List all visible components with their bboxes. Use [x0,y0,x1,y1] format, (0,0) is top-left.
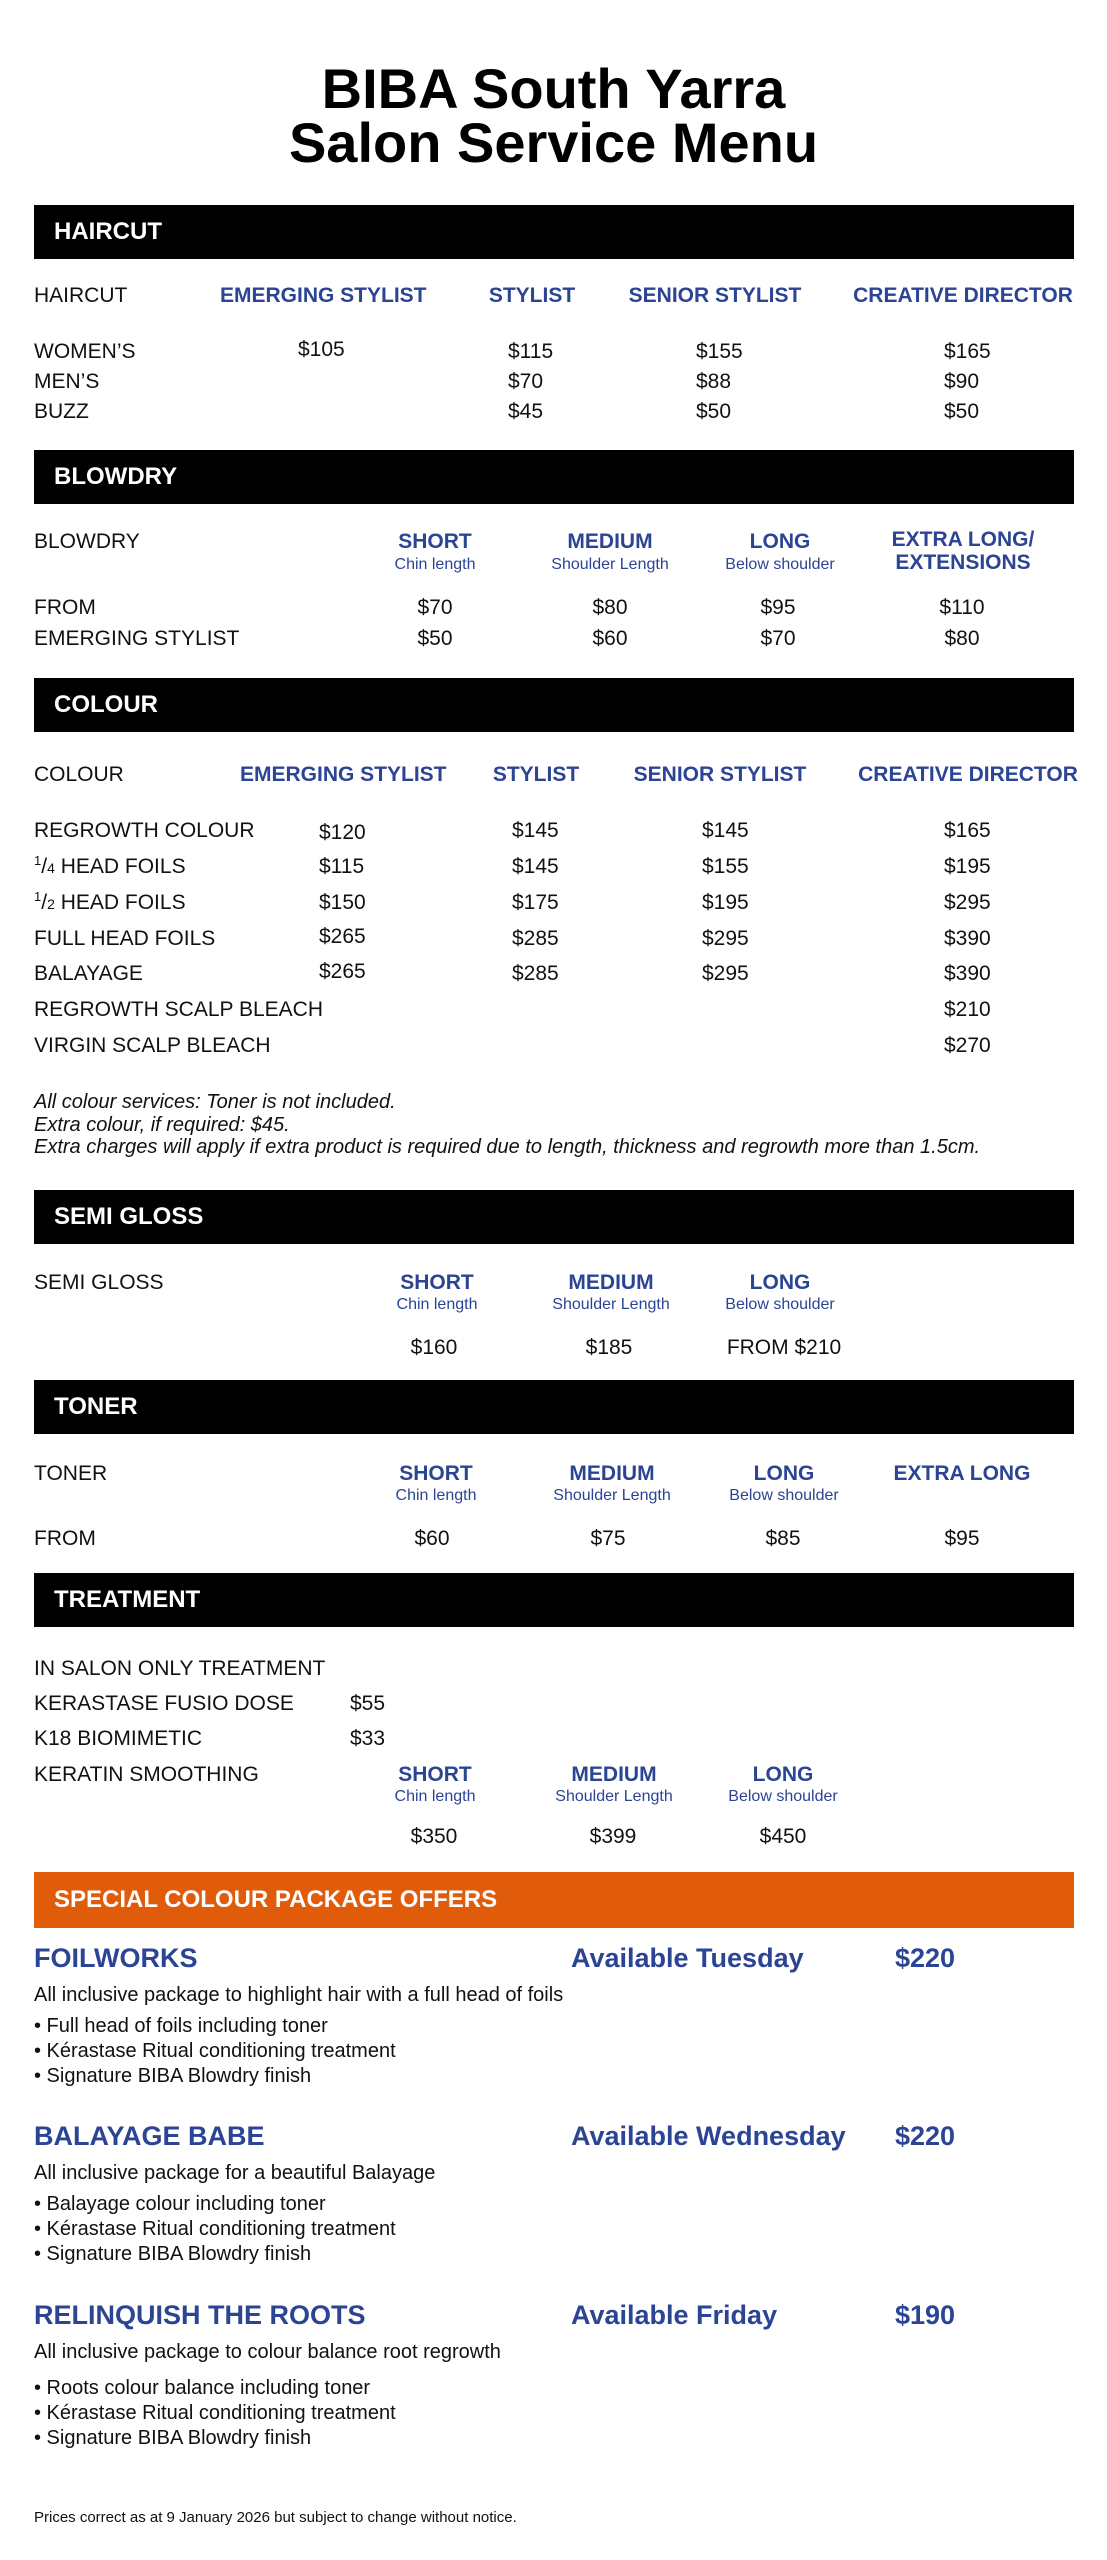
blowdry-col-medium-sub: Shoulder Length [551,556,669,573]
toner-price: $85 [765,1527,801,1550]
package-price: $220 [895,2121,956,2151]
colour-price: $210 [944,998,991,1021]
semi-gloss-col-short: SHORT [400,1271,474,1294]
toner-col-short-sub: Chin length [395,1487,477,1504]
toner-row-name: FROM [34,1527,96,1550]
haircut-price: $50 [944,400,980,423]
package-description: All inclusive package for a beautiful Balayage [34,2162,436,2184]
colour-label: COLOUR [34,763,124,786]
keratin-price: $350 [410,1825,458,1848]
colour-price: $145 [702,819,749,842]
toner-section-bar: TONER [34,1380,1074,1434]
package-title: RELINQUISH THE ROOTS [34,2300,366,2330]
treatment-item-price: $55 [350,1692,386,1715]
colour-row-name: REGROWTH COLOUR [34,819,255,842]
colour-price: $295 [702,962,749,985]
blowdry-row-name: FROM [34,596,96,619]
fraction-denominator: 2 [47,896,55,912]
blowdry-label: BLOWDRY [34,530,140,553]
blowdry-price: $70 [417,596,453,619]
haircut-price: $115 [508,340,554,363]
blowdry-price: $60 [592,627,628,650]
blowdry-col-extralong-line2: EXTENSIONS [895,551,1031,574]
package-bullet: • Kérastase Ritual conditioning treatment [34,2040,396,2062]
colour-row-label: HEAD FOILS [54,855,186,878]
blowdry-col-long-sub: Below shoulder [725,556,835,573]
colour-col-creative: CREATIVE DIRECTOR [858,763,1078,786]
haircut-price: $105 [298,338,345,361]
haircut-row-name: WOMEN’S [34,340,136,363]
blowdry-col-medium: MEDIUM [567,530,653,553]
colour-note: Extra colour, if required: $45. [34,1114,290,1136]
semi-gloss-price: $160 [410,1336,458,1359]
package-bullet: • Full head of foils including toner [34,2015,328,2037]
treatment-item-name: KERASTASE FUSIO DOSE [34,1692,294,1715]
colour-col-senior: SENIOR STYLIST [633,763,807,786]
colour-row-name [34,891,186,915]
blowdry-price: $95 [760,596,796,619]
fraction-numerator: 1 [34,889,42,904]
toner-col-extralong: EXTRA LONG [893,1462,1031,1485]
blowdry-price: $70 [760,627,796,650]
colour-price: $155 [702,855,749,878]
colour-section-bar: COLOUR [34,678,1074,732]
colour-price: $285 [512,962,559,985]
keratin-col-medium-sub: Shoulder Length [555,1788,673,1805]
colour-price: $175 [512,891,559,914]
semi-gloss-col-medium: MEDIUM [568,1271,654,1294]
colour-row-name: BALAYAGE [34,962,143,985]
blowdry-price: $80 [592,596,628,619]
toner-col-medium: MEDIUM [569,1462,655,1485]
treatment-item-name: K18 BIOMIMETIC [34,1727,203,1750]
package-availability: Available Wednesday [571,2121,846,2151]
package-price: $190 [895,2300,956,2330]
blowdry-col-short-sub: Chin length [394,556,476,573]
semi-gloss-price: $185 [585,1336,633,1359]
blowdry-price: $110 [939,596,985,619]
toner-col-medium-sub: Shoulder Length [553,1487,671,1504]
colour-price: $120 [319,821,366,844]
blowdry-section-bar: BLOWDRY [34,450,1074,504]
haircut-label: HAIRCUT [34,284,128,307]
colour-price: $195 [944,855,991,878]
footer-disclaimer: Prices correct as at 9 January 2026 but subject to change without notice. [34,2509,517,2526]
colour-row-name: REGROWTH SCALP BLEACH [34,998,324,1021]
haircut-col-stylist: STYLIST [488,284,576,307]
semi-gloss-col-short-sub: Chin length [396,1296,478,1313]
keratin-col-medium: MEDIUM [571,1763,657,1786]
keratin-price: $450 [759,1825,807,1848]
package-bullet: • Kérastase Ritual conditioning treatment [34,2402,396,2424]
toner-price: $75 [590,1527,626,1550]
package-price: $220 [895,1943,956,1973]
colour-price: $270 [944,1034,991,1057]
colour-price: $265 [319,960,366,983]
colour-price: $390 [944,927,991,950]
semi-gloss-col-long-sub: Below shoulder [725,1296,835,1313]
colour-row-label: HEAD FOILS [54,891,186,914]
colour-price: $145 [512,855,559,878]
toner-col-long: LONG [753,1462,815,1485]
haircut-price: $45 [508,400,544,423]
haircut-col-creative: CREATIVE DIRECTOR [853,284,1073,307]
fraction-slash: / [41,855,48,878]
haircut-row-name: BUZZ [34,400,89,423]
colour-row-name: VIRGIN SCALP BLEACH [34,1034,271,1057]
semi-gloss-price: FROM $210 [726,1336,842,1359]
package-bullet: • Roots colour balance including toner [34,2377,371,2399]
keratin-name: KERATIN SMOOTHING [34,1763,259,1786]
keratin-col-long-sub: Below shoulder [728,1788,838,1805]
colour-row-name: FULL HEAD FOILS [34,927,216,950]
treatment-item-price: $33 [350,1727,386,1750]
keratin-col-short-sub: Chin length [394,1788,476,1805]
haircut-price: $88 [696,370,732,393]
colour-price: $145 [512,819,559,842]
package-bullet: • Signature BIBA Blowdry finish [34,2065,312,2087]
package-bullet: • Kérastase Ritual conditioning treatment [34,2218,396,2240]
page-title-line1: BIBA South Yarra [321,57,786,120]
haircut-price: $165 [944,340,991,363]
package-title: FOILWORKS [34,1943,198,1973]
package-bullet: • Signature BIBA Blowdry finish [34,2243,312,2265]
toner-col-short: SHORT [399,1462,473,1485]
keratin-price: $399 [589,1825,637,1848]
package-description: All inclusive package to colour balance root regrowth [34,2341,501,2363]
colour-price: $295 [702,927,749,950]
package-title: BALAYAGE BABE [34,2121,265,2151]
page-title-line2: Salon Service Menu [288,111,819,174]
colour-price: $165 [944,819,991,842]
package-bullet: • Signature BIBA Blowdry finish [34,2427,312,2449]
keratin-col-long: LONG [752,1763,814,1786]
colour-price: $265 [319,925,366,948]
haircut-price: $50 [696,400,732,423]
blowdry-price: $80 [944,627,980,650]
blowdry-col-short: SHORT [398,530,472,553]
colour-col-stylist: STYLIST [492,763,580,786]
haircut-row-name: MEN’S [34,370,100,393]
haircut-col-emerging: EMERGING STYLIST [220,284,427,307]
colour-price: $195 [702,891,749,914]
semi-gloss-label: SEMI GLOSS [34,1271,164,1294]
colour-note: Extra charges will apply if extra product is required due to length, thickness and regrowth more than 1.5cm. [34,1136,981,1158]
colour-price: $115 [319,855,365,878]
semi-gloss-section-bar: SEMI GLOSS [34,1190,1074,1244]
keratin-col-short: SHORT [398,1763,472,1786]
package-availability: Available Friday [571,2300,778,2330]
colour-row-name [34,855,186,879]
toner-price: $95 [944,1527,980,1550]
colour-col-emerging: EMERGING STYLIST [240,763,447,786]
colour-price: $390 [944,962,991,985]
packages-section-bar: SPECIAL COLOUR PACKAGE OFFERS [34,1872,1074,1928]
colour-note: All colour services: Toner is not included. [34,1091,396,1113]
blowdry-price: $50 [417,627,453,650]
semi-gloss-col-long: LONG [749,1271,811,1294]
package-availability: Available Tuesday [571,1943,804,1973]
colour-price: $295 [944,891,991,914]
toner-col-long-sub: Below shoulder [729,1487,839,1504]
haircut-col-senior: SENIOR STYLIST [628,284,802,307]
haircut-section-bar: HAIRCUT [34,205,1074,259]
haircut-price: $155 [696,340,743,363]
semi-gloss-col-medium-sub: Shoulder Length [552,1296,670,1313]
toner-label: TONER [34,1462,108,1485]
package-bullet: • Balayage colour including toner [34,2193,326,2215]
colour-price: $150 [319,891,366,914]
fraction-numerator: 1 [34,853,42,868]
treatment-item-name: IN SALON ONLY TREATMENT [34,1657,326,1680]
treatment-section-bar: TREATMENT [34,1573,1074,1627]
fraction-slash: / [41,891,48,914]
haircut-price: $70 [508,370,544,393]
package-description: All inclusive package to highlight hair with a full head of foils [34,1984,564,2006]
blowdry-row-name: EMERGING STYLIST [34,627,240,650]
colour-price: $285 [512,927,559,950]
blowdry-col-long: LONG [749,530,811,553]
fraction-denominator: 4 [47,860,55,876]
haircut-price: $90 [944,370,980,393]
toner-price: $60 [414,1527,450,1550]
blowdry-col-extralong: EXTRA LONG/ [891,528,1035,551]
